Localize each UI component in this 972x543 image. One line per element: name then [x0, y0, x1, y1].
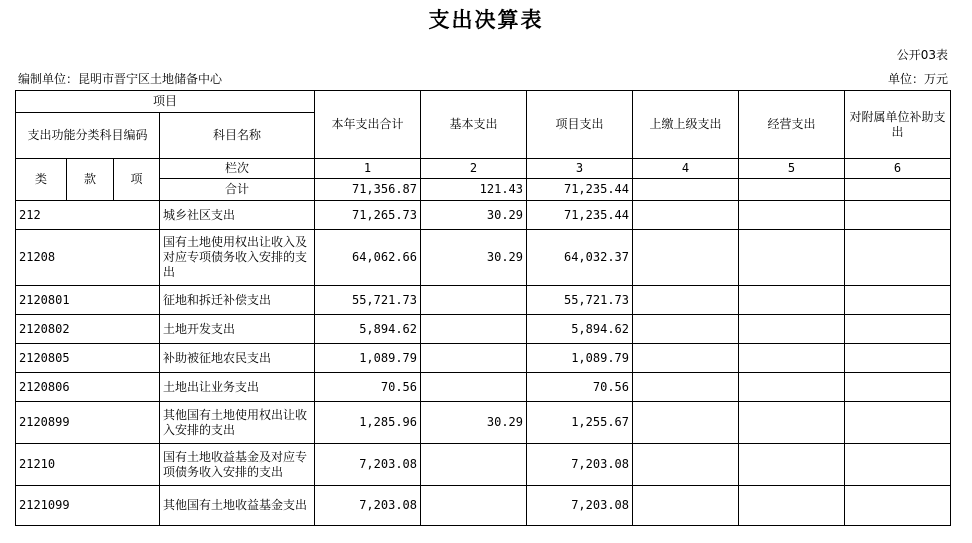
- sum-subsidy: [845, 179, 951, 201]
- table-row: [16, 315, 951, 344]
- header-upper: 上缴上级支出: [633, 91, 739, 159]
- col-num-4: 4: [633, 159, 739, 179]
- row-name: 土地出让业务支出: [160, 373, 315, 402]
- row-total: 5,894.62: [315, 315, 421, 344]
- row-subsidy: [845, 486, 951, 526]
- table-row: [16, 402, 951, 444]
- col-num-5: 5: [739, 159, 845, 179]
- table-row: [16, 230, 951, 286]
- table-row: [16, 373, 951, 402]
- row-upper: [633, 286, 739, 315]
- row-total: 1,285.96: [315, 402, 421, 444]
- sum-total: 71,356.87: [315, 179, 421, 201]
- row-project: 5,894.62: [527, 315, 633, 344]
- row-basic: [421, 444, 527, 486]
- row-name: 国有土地收益基金及对应专项债务收入安排的支出: [160, 444, 315, 486]
- row-upper: [633, 315, 739, 344]
- sum-project: 71,235.44: [527, 179, 633, 201]
- row-subsidy: [845, 315, 951, 344]
- row-name: 城乡社区支出: [160, 201, 315, 230]
- row-upper: [633, 230, 739, 286]
- col-num-1: 1: [315, 159, 421, 179]
- org-label: 编制单位：昆明市晋宁区土地储备中心: [18, 72, 223, 86]
- row-basic: 30.29: [421, 402, 527, 444]
- header-lei: 类: [16, 159, 67, 201]
- row-basic: [421, 344, 527, 373]
- row-name: 其他国有土地使用权出让收入安排的支出: [160, 402, 315, 444]
- row-upper: [633, 344, 739, 373]
- expenditure-table: [15, 90, 951, 526]
- header-project: 项目支出: [527, 91, 633, 159]
- row-total: 70.56: [315, 373, 421, 402]
- row-subsidy: [845, 373, 951, 402]
- row-name: 补助被征地农民支出: [160, 344, 315, 373]
- row-subsidy: [845, 201, 951, 230]
- row-project: 64,032.37: [527, 230, 633, 286]
- row-subsidy: [845, 344, 951, 373]
- sum-label: 合计: [160, 179, 315, 201]
- row-code: 212: [16, 201, 160, 230]
- row-code: 2121099: [16, 486, 160, 526]
- row-basic: 30.29: [421, 201, 527, 230]
- row-total: 7,203.08: [315, 444, 421, 486]
- row-basic: [421, 373, 527, 402]
- row-upper: [633, 402, 739, 444]
- header-name: 科目名称: [160, 113, 315, 159]
- row-business: [739, 373, 845, 402]
- row-basic: [421, 315, 527, 344]
- row-project: 7,203.08: [527, 486, 633, 526]
- row-code: 2120806: [16, 373, 160, 402]
- row-business: [739, 201, 845, 230]
- row-subsidy: [845, 402, 951, 444]
- table-row: [16, 286, 951, 315]
- row-subsidy: [845, 286, 951, 315]
- row-project: 55,721.73: [527, 286, 633, 315]
- page-title: 支出决算表: [428, 7, 544, 32]
- row-subsidy: [845, 444, 951, 486]
- row-code: 2120899: [16, 402, 160, 444]
- row-project: 70.56: [527, 373, 633, 402]
- header-total: 本年支出合计: [315, 91, 421, 159]
- row-code: 21208: [16, 230, 160, 286]
- row-basic: [421, 286, 527, 315]
- row-name: 国有土地使用权出让收入及对应专项债务收入安排的支出: [160, 230, 315, 286]
- col-num-3: 3: [527, 159, 633, 179]
- row-upper: [633, 486, 739, 526]
- row-business: [739, 286, 845, 315]
- header-xiang: 项: [114, 159, 160, 201]
- row-code: 2120805: [16, 344, 160, 373]
- sum-upper: [633, 179, 739, 201]
- table-row: [16, 444, 951, 486]
- row-upper: [633, 373, 739, 402]
- row-code: 2120802: [16, 315, 160, 344]
- header-business: 经营支出: [739, 91, 845, 159]
- sum-business: [739, 179, 845, 201]
- row-business: [739, 344, 845, 373]
- header-item: 项目: [16, 91, 315, 113]
- row-upper: [633, 201, 739, 230]
- row-project: 7,203.08: [527, 444, 633, 486]
- row-total: 7,203.08: [315, 486, 421, 526]
- col-num-6: 6: [845, 159, 951, 179]
- row-total: 1,089.79: [315, 344, 421, 373]
- row-name: 其他国有土地收益基金支出: [160, 486, 315, 526]
- form-number: 公开03表: [896, 48, 948, 62]
- row-basic: [421, 486, 527, 526]
- table-row: [16, 201, 951, 230]
- row-total: 71,265.73: [315, 201, 421, 230]
- header-lanci: 栏次: [160, 159, 315, 179]
- header-subsidy: 对附属单位补助支出: [845, 91, 951, 159]
- row-business: [739, 444, 845, 486]
- row-basic: 30.29: [421, 230, 527, 286]
- row-business: [739, 402, 845, 444]
- row-business: [739, 315, 845, 344]
- row-project: 1,255.67: [527, 402, 633, 444]
- row-total: 64,062.66: [315, 230, 421, 286]
- row-project: 1,089.79: [527, 344, 633, 373]
- header-code: 支出功能分类科目编码: [16, 113, 160, 159]
- row-name: 征地和拆迁补偿支出: [160, 286, 315, 315]
- row-business: [739, 486, 845, 526]
- table-row: [16, 344, 951, 373]
- row-project: 71,235.44: [527, 201, 633, 230]
- row-upper: [633, 444, 739, 486]
- sum-basic: 121.43: [421, 179, 527, 201]
- col-num-2: 2: [421, 159, 527, 179]
- row-subsidy: [845, 230, 951, 286]
- header-basic: 基本支出: [421, 91, 527, 159]
- table-row: [16, 486, 951, 526]
- row-name: 土地开发支出: [160, 315, 315, 344]
- row-total: 55,721.73: [315, 286, 421, 315]
- unit-label: 单位：万元: [887, 72, 948, 86]
- row-code: 2120801: [16, 286, 160, 315]
- row-code: 21210: [16, 444, 160, 486]
- row-business: [739, 230, 845, 286]
- header-kuan: 款: [67, 159, 114, 201]
